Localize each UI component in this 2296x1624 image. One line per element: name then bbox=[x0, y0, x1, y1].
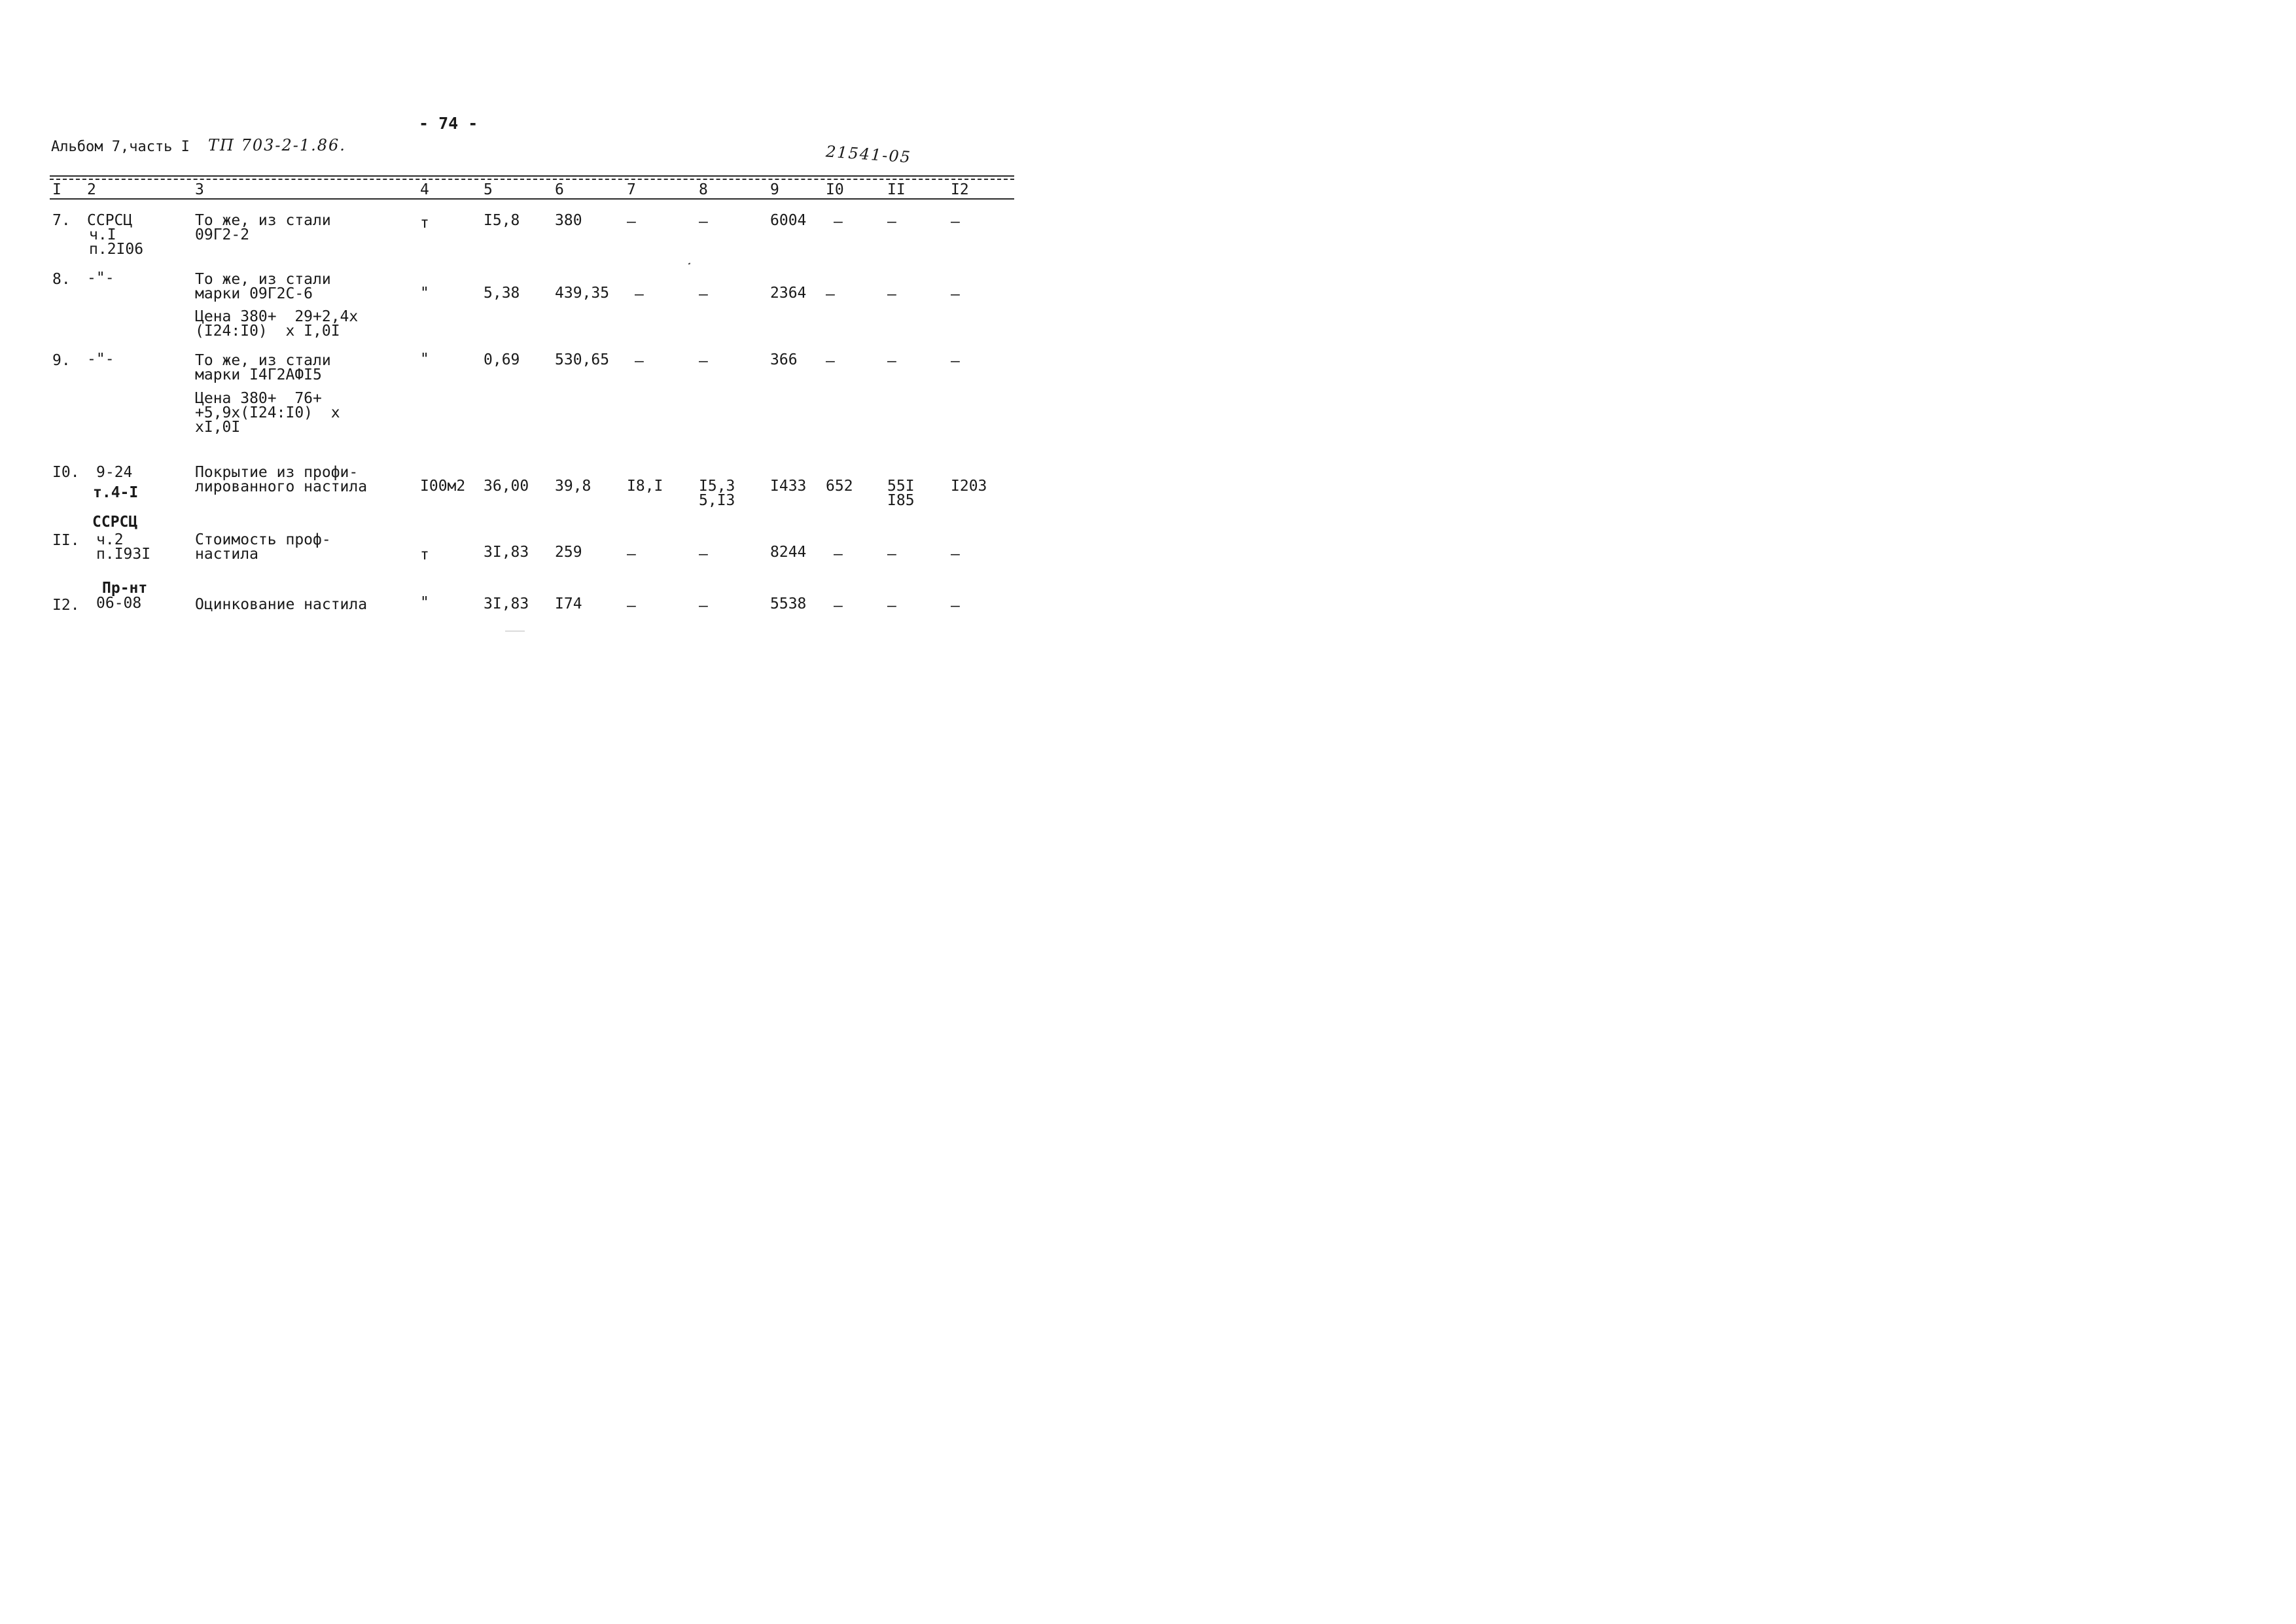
row-quantity: 3I,83 bbox=[484, 544, 529, 561]
row-description: То же, из стали bbox=[195, 352, 331, 369]
row-unit: т bbox=[420, 215, 429, 232]
row-price: 39,8 bbox=[555, 478, 592, 495]
column-header: 4 bbox=[420, 181, 429, 198]
row-number: II. bbox=[52, 532, 80, 549]
row-col8: I5,3 bbox=[699, 478, 735, 495]
row-code: -"- bbox=[87, 351, 115, 368]
scan-speck bbox=[688, 262, 691, 264]
row-col8: – bbox=[699, 213, 708, 230]
row-description: марки I4Г2АФI5 bbox=[195, 366, 322, 383]
row-description: Стоимость проф- bbox=[195, 531, 331, 548]
row-price: I74 bbox=[555, 595, 582, 612]
row-description: 09Г2-2 bbox=[195, 226, 250, 243]
row-price: 380 bbox=[555, 212, 582, 229]
row-col12: – bbox=[951, 353, 960, 370]
row-quantity: 5,38 bbox=[484, 285, 520, 302]
row-total: 5538 bbox=[770, 595, 807, 612]
album-code: ТП 703-2-1.86. bbox=[208, 136, 346, 154]
row-price: 530,65 bbox=[555, 351, 610, 368]
row-unit: I00м2 bbox=[420, 478, 466, 495]
column-header: 6 bbox=[555, 181, 564, 198]
row-total: 8244 bbox=[770, 544, 807, 561]
row-col7: – bbox=[627, 597, 636, 614]
row-code: -"- bbox=[87, 270, 115, 287]
row-code: ч.2 bbox=[96, 531, 124, 548]
row-price: 439,35 bbox=[555, 285, 610, 302]
row-description: То же, из стали bbox=[195, 212, 331, 229]
row-code: ч.I bbox=[89, 226, 116, 243]
row-col8: – bbox=[699, 546, 708, 563]
table-header-rule bbox=[50, 198, 1014, 200]
row-code: 9-24 bbox=[96, 464, 133, 481]
column-header: 3 bbox=[195, 181, 204, 198]
table-top-rule-dashed bbox=[50, 179, 1014, 180]
row-col7: – bbox=[627, 546, 636, 563]
row-col7: – bbox=[635, 286, 644, 303]
row-col10: – bbox=[834, 597, 843, 614]
column-header: 9 bbox=[770, 181, 779, 198]
row-col11: – bbox=[887, 597, 896, 614]
row-unit: т bbox=[420, 546, 429, 563]
row-unit: " bbox=[420, 285, 429, 302]
row-code: ССРСЦ bbox=[87, 212, 133, 229]
row-total: 6004 bbox=[770, 212, 807, 229]
row-col11: I85 bbox=[887, 492, 915, 509]
row-code: п.I93I bbox=[96, 546, 151, 563]
row-col8: 5,I3 bbox=[699, 492, 735, 509]
row-col11: – bbox=[887, 546, 896, 563]
row-description: лированного настила bbox=[195, 478, 368, 495]
column-header: I bbox=[52, 181, 62, 198]
row-description: То же, из стали bbox=[195, 271, 331, 288]
column-header: 7 bbox=[627, 181, 636, 198]
row-quantity: 3I,83 bbox=[484, 595, 529, 612]
row-quantity: 36,00 bbox=[484, 478, 529, 495]
registration-number: 21541-05 bbox=[825, 142, 912, 167]
row-code: 06-08 bbox=[96, 595, 142, 612]
row-code: ССРСЦ bbox=[92, 514, 138, 531]
row-col7: – bbox=[635, 353, 644, 370]
row-number: 7. bbox=[52, 212, 71, 229]
row-description: Покрытие из профи- bbox=[195, 464, 359, 481]
row-description: Оцинкование настила bbox=[195, 596, 368, 613]
row-quantity: I5,8 bbox=[484, 212, 520, 229]
album-label: Альбом 7,часть I bbox=[51, 139, 190, 155]
row-price-note: Цена 380+ 29+2,4x bbox=[195, 308, 359, 325]
row-total: I433 bbox=[770, 478, 807, 495]
row-col8: – bbox=[699, 353, 708, 370]
row-col8: – bbox=[699, 286, 708, 303]
row-total: 366 bbox=[770, 351, 798, 368]
row-number: 8. bbox=[52, 271, 71, 288]
row-col12: I203 bbox=[951, 478, 987, 495]
column-header: II bbox=[887, 181, 906, 198]
row-quantity: 0,69 bbox=[484, 351, 520, 368]
row-col10: 652 bbox=[826, 478, 853, 495]
row-col10: – bbox=[826, 286, 835, 303]
row-col12: – bbox=[951, 597, 960, 614]
column-header: I0 bbox=[826, 181, 844, 198]
row-col10: – bbox=[834, 213, 843, 230]
row-number: I2. bbox=[52, 597, 80, 614]
row-price-note: xI,0I bbox=[195, 419, 241, 436]
row-number: 9. bbox=[52, 352, 71, 369]
page-number: - 74 - bbox=[419, 114, 478, 133]
row-number: I0. bbox=[52, 464, 80, 481]
column-header: 5 bbox=[484, 181, 493, 198]
row-col10: – bbox=[834, 546, 843, 563]
row-col8: – bbox=[699, 597, 708, 614]
row-price-note: +5,9x(I24:I0) x bbox=[195, 404, 340, 421]
row-code: Пр-нт bbox=[102, 580, 148, 597]
row-col12: – bbox=[951, 213, 960, 230]
row-col12: – bbox=[951, 286, 960, 303]
row-col11: – bbox=[887, 353, 896, 370]
row-price: 259 bbox=[555, 544, 582, 561]
row-price-note: Цена 380+ 76+ bbox=[195, 390, 322, 407]
row-col12: – bbox=[951, 546, 960, 563]
row-unit: " bbox=[420, 594, 429, 611]
row-description: настила bbox=[195, 546, 258, 563]
column-header: 2 bbox=[87, 181, 96, 198]
row-unit: " bbox=[420, 351, 429, 368]
row-total: 2364 bbox=[770, 285, 807, 302]
row-col11: 55I bbox=[887, 478, 915, 495]
row-col11: – bbox=[887, 286, 896, 303]
row-col11: – bbox=[887, 213, 896, 230]
row-col7: I8,I bbox=[627, 478, 663, 495]
row-col7: – bbox=[627, 213, 636, 230]
row-description: марки 09Г2С-6 bbox=[195, 285, 313, 302]
column-header: I2 bbox=[951, 181, 969, 198]
row-code: т.4-I bbox=[93, 484, 139, 501]
row-code: п.2I06 bbox=[89, 241, 144, 258]
row-col10: – bbox=[826, 353, 835, 370]
table-top-rule bbox=[50, 175, 1014, 177]
row-price-note: (I24:I0) x I,0I bbox=[195, 323, 340, 340]
column-header: 8 bbox=[699, 181, 708, 198]
